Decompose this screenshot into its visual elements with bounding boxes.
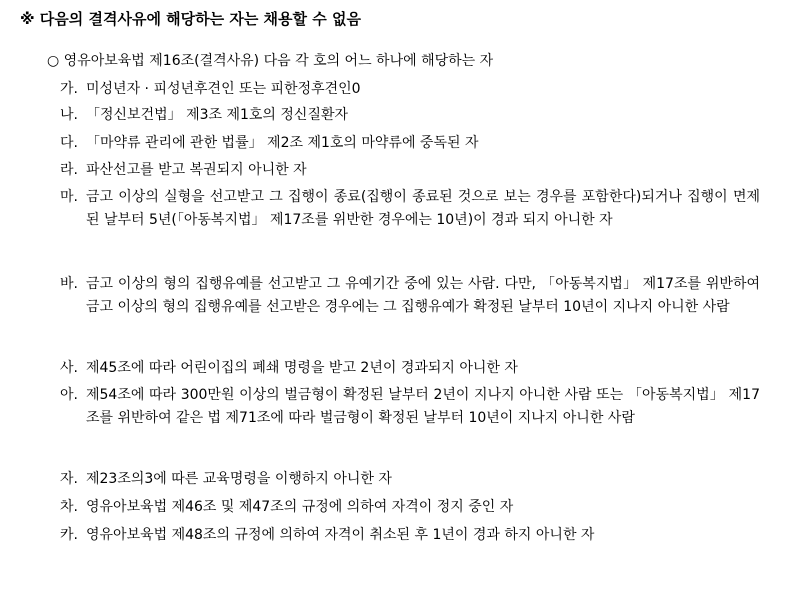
list-item-sa [60, 357, 760, 380]
list-item-text: 미성년자 · 피성년후견인 또는 피한정후견인0 [86, 81, 361, 97]
list-item-ra [60, 159, 760, 182]
list-item-cha [60, 496, 760, 519]
list-item-a [60, 384, 760, 430]
list-item-text: 금고 이상의 형의 집행유예를 선고받고 그 유예기간 중에 있는 사람. 다만, 「아동복지법」 제17조를 위반하여 금고 이상의 형의 집행유예를 선고받은 경우에는 그 집행유예가 확정된 날부터 10년이 지나지 아니한 사람 [86, 276, 760, 315]
list-marker: 사. [60, 360, 78, 376]
list-item-text: 「마약류 관리에 관한 법률」 제2조 제1호의 마약류에 중독된 자 [86, 135, 479, 151]
list-item-text: 「정신보건법」 제3조 제1호의 정신질환자 [86, 107, 349, 123]
list-item-na [60, 104, 760, 127]
list-item-text: 금고 이상의 실형을 선고받고 그 집행이 종료(집행이 종료된 것으로 보는 경우를 포함한다)되거나 집행이 면제된 날부터 5년(「아동복지법」 제17조를 위반한 경우에는 10년)이 경과 되지 아니한 자 [86, 189, 760, 228]
list-marker: 마. [60, 189, 78, 205]
list-marker: 나. [60, 107, 78, 123]
list-marker: 가. [60, 81, 78, 97]
list-item-ka [60, 524, 760, 547]
list-item-text: 파산선고를 받고 복권되지 아니한 자 [86, 162, 307, 178]
list-item-da [60, 132, 760, 155]
list-marker: 카. [60, 527, 78, 543]
list-item-ga [60, 78, 760, 101]
list-item-ma [60, 186, 760, 232]
list-marker: 바. [60, 276, 78, 292]
list-item-ja [60, 468, 760, 491]
list-item-text: 영유아보육법 제46조 및 제47조의 규정에 의하여 자격이 정지 중인 자 [86, 499, 514, 515]
list-item-text: 제45조에 따라 어린이집의 폐쇄 명령을 받고 2년이 경과되지 아니한 자 [86, 360, 518, 376]
list-marker: 다. [60, 135, 78, 151]
list-marker: 라. [60, 162, 78, 178]
list-marker: 자. [60, 471, 78, 487]
list-item-text: 영유아보육법 제48조의 규정에 의하여 자격이 취소된 후 1년이 경과 하지 아니한 자 [86, 527, 595, 543]
list-item-text: 제23조의3에 따른 교육명령을 이행하지 아니한 자 [86, 471, 392, 487]
notice-intro: ○ 영유아보육법 제16조(결격사유) 다음 각 호의 어느 하나에 해당하는 자 [47, 53, 494, 69]
list-item-ba [60, 273, 760, 319]
list-item-text: 제54조에 따라 300만원 이상의 벌금형이 확정된 날부터 2년이 지나지 아니한 사람 또는 「아동복지법」 제17조를 위반하여 같은 법 제71조에 따라 벌금형이 확정된 날부터 10년이 지나지 아니한 사람 [86, 387, 760, 426]
notice-heading: ※ 다음의 결격사유에 해당하는 자는 채용할 수 없음 [20, 10, 361, 28]
list-marker: 아. [60, 387, 78, 403]
list-marker: 차. [60, 499, 78, 515]
